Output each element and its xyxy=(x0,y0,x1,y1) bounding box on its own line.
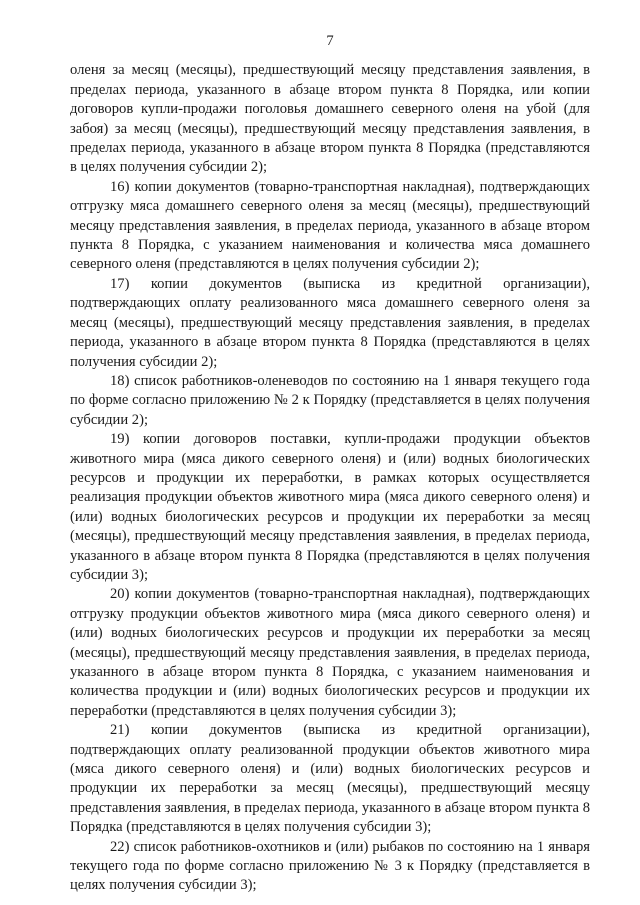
page-number: 7 xyxy=(326,33,334,49)
document-page xyxy=(70,32,590,896)
paragraph-item-18: 18) список работников-оленеводов по состоянию на 1 января текущего года по форме согласно приложению № 2 к Порядку (представляется в целях получения субсидии 2); xyxy=(70,372,590,428)
paragraph-item-22: 22) список работников-охотников и (или) рыбаков по состоянию на 1 января текущего года по форме согласно приложению № 3 к Порядку (представляется в целях получения субсидии 3); xyxy=(70,838,590,894)
paragraph-item-20: 20) копии документов (товарно-транспортная накладная), подтверждающих отгрузку продукции объектов животного мира (мяса дикого северного оленя) и (или) водных биологических ресурсов и продукции их переработки за месяц (месяцы), предшествующий месяцу представления заявления, в пределах периода, указанного в абзаце втором пункта 8 Порядка, с указанием наименования и количества продукции и (или) водных биологических ресурсов и продукции их переработки (представляются в целях получения субсидии 3); xyxy=(70,586,590,719)
paragraph-continuation: оленя за месяц (месяцы), предшествующий месяцу представления заявления, в пределах периода, указанного в абзаце втором пункта 8 Порядка, или копии договоров купли-продажи поголовья домашнего северного оленя на убой (для забоя) за месяц (месяцы), предшествующий месяцу представления заявления, в пределах периода, указанного в абзаце втором пункта 8 Порядка (представляются в целях получения субсидии 2); xyxy=(70,62,590,176)
paragraph-item-19: 19) копии договоров поставки, купли-продажи продукции объектов животного мира (мяса дикого северного оленя) и (или) водных биологических ресурсов и продукции их переработки, в рамках которых осуществляется реализация продукции объектов животного мира (мяса дикого северного оленя) и (или) водных биологических ресурсов и продукции их переработки за месяц (месяцы), предшествующий месяцу представления заявления, в пределах периода, указанного в абзаце втором пункта 8 Порядка (представляются в целях получения субсидии 3); xyxy=(70,431,590,583)
paragraph-item-21: 21) копии документов (выписка из кредитной организации), подтверждающих оплату реализованной продукции объектов животного мира (мяса дикого северного оленя) и (или) водных биологических ресурсов и продукции их переработки за месяц (месяцы), предшествующий месяцу представления заявления, в пределах периода, указанного в абзаце втором пункта 8 Порядка (представляются в целях получения субсидии 3); xyxy=(70,722,590,836)
paragraph-item-17: 17) копии документов (выписка из кредитной организации), подтверждающих оплату реализованного мяса домашнего северного оленя за месяц (месяцы), предшествующий месяцу представления заявления, в пределах периода, указанного в абзаце втором пункта 8 Порядка (представляются в целях получения субсидии 2); xyxy=(70,275,590,370)
paragraph-item-16: 16) копии документов (товарно-транспортная накладная), подтверждающих отгрузку мяса домашнего северного оленя за месяц (месяцы), предшествующий месяцу представления заявления, в пределах периода, указанного в абзаце втором пункта 8 Порядка, с указанием наименования и количества мяса домашнего северного оленя (представляются в целях получения субсидии 2); xyxy=(70,178,590,273)
